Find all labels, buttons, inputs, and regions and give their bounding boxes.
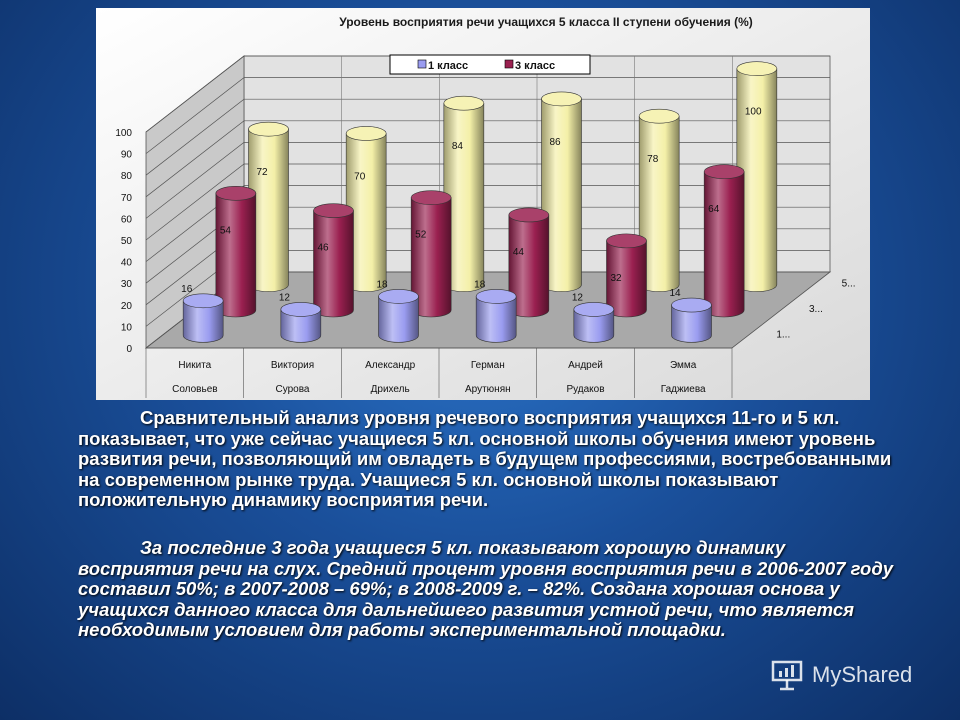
watermark xyxy=(770,658,912,692)
bar-top xyxy=(476,289,516,303)
data-label: 86 xyxy=(549,136,561,148)
category-label-first: Андрей xyxy=(568,360,603,371)
category-label-last: Соловьев xyxy=(172,384,218,395)
y-tick-label: 90 xyxy=(120,149,132,161)
data-label: 54 xyxy=(219,225,231,237)
chart-title: Уровень восприятия речи учащихся 5 класса II ступени обучения (%) xyxy=(339,15,753,29)
y-tick-label: 50 xyxy=(120,236,132,247)
data-label: 18 xyxy=(474,279,486,291)
bar-body xyxy=(704,172,744,317)
y-tick-label: 100 xyxy=(115,128,132,139)
data-label: 100 xyxy=(744,106,762,118)
legend-label-1: 1 класс xyxy=(428,60,469,72)
data-label: 32 xyxy=(610,272,622,284)
depth-label: 1... xyxy=(776,329,791,341)
data-label: 72 xyxy=(256,167,268,179)
data-label: 12 xyxy=(278,292,290,304)
bar-top xyxy=(737,62,777,76)
category-label-first: Никита xyxy=(178,360,212,371)
y-tick-label: 10 xyxy=(120,322,132,334)
y-tick-label: 80 xyxy=(120,171,132,183)
bar-top xyxy=(379,289,419,303)
data-label: 64 xyxy=(708,203,720,215)
category-label-last: Арутюнян xyxy=(464,384,511,395)
y-tick-label: 60 xyxy=(120,214,132,226)
watermark-text: MyShared xyxy=(812,662,913,687)
data-label: 14 xyxy=(669,288,681,300)
category-label-first: Герман xyxy=(470,360,505,371)
y-tick-label: 70 xyxy=(120,192,132,204)
data-label: 16 xyxy=(181,283,193,295)
analysis-paragraph: Сравнительный анализ уровня речевого восприятия учащихся 11-го и 5 кл. показывает, что уже сейчас учащиеся 5 кл. основной школы обучения имеют уровень развития речи, позволяющий им овладеть в будущем профессиями, востребованными на современном рынке труда. Учащиеся 5 кл. основной школы показывают положительную динамику восприятия речи. xyxy=(78,407,892,510)
bar-top xyxy=(639,109,679,123)
data-label: 46 xyxy=(317,242,329,254)
bar xyxy=(704,165,744,317)
bar-top xyxy=(346,126,386,140)
bar-top xyxy=(314,204,354,218)
bar-top xyxy=(444,96,484,110)
category-label-last: Рудаков xyxy=(566,384,605,395)
bar-top xyxy=(542,92,582,106)
y-tick-label: 30 xyxy=(120,279,132,291)
bar-top xyxy=(411,191,451,205)
y-tick-label: 20 xyxy=(120,300,132,312)
depth-label: 3... xyxy=(809,304,823,315)
dynamics-paragraph: За последние 3 года учащиеся 5 кл. показывают хорошую динамику восприятия речи на слух. Средний процент уровня восприятия речи в 2006-2007 году составил 50%; в 2007-2008 – 69%; в 2008-2009 г. – 82%. Создана хорошая основа у учащихся данного класса для дальнейшего развития устной речи, что является необходимым условием для работы экспериментальной площадки. xyxy=(78,537,894,640)
y-tick-label: 40 xyxy=(120,257,132,269)
bar-top xyxy=(607,234,647,248)
bar-body xyxy=(314,211,354,317)
data-label: 12 xyxy=(571,292,583,304)
bar xyxy=(216,186,256,317)
legend-label-2: 3 класс xyxy=(515,60,556,72)
bar-top xyxy=(216,186,256,200)
legend-swatch-2 xyxy=(505,60,513,68)
bar-top xyxy=(183,294,223,308)
data-label: 84 xyxy=(451,141,463,153)
legend xyxy=(390,55,590,74)
category-label-first: Эмма xyxy=(669,360,697,371)
bar xyxy=(607,234,647,317)
category-label-first: Виктория xyxy=(270,360,315,371)
data-label: 18 xyxy=(376,279,388,291)
category-label-first: Александр xyxy=(365,360,416,371)
depth-label: 5... xyxy=(841,278,856,290)
data-label: 70 xyxy=(354,171,366,183)
bar-top xyxy=(509,208,549,222)
category-label-last: Сурова xyxy=(275,384,310,395)
category-label-last: Гаджиева xyxy=(660,384,706,395)
bar xyxy=(314,204,354,317)
legend-swatch-1 xyxy=(418,60,426,68)
bar-top xyxy=(704,165,744,179)
bar-top xyxy=(574,302,614,316)
bar-top xyxy=(249,122,289,136)
presentation-board-icon xyxy=(770,658,804,692)
y-tick-label: 0 xyxy=(126,344,132,355)
data-label: 52 xyxy=(415,229,427,241)
bar-top xyxy=(672,298,712,312)
category-label-last: Дрихель xyxy=(370,384,410,395)
data-label: 78 xyxy=(647,154,659,166)
data-label: 44 xyxy=(512,246,524,258)
bar-top xyxy=(281,302,321,316)
